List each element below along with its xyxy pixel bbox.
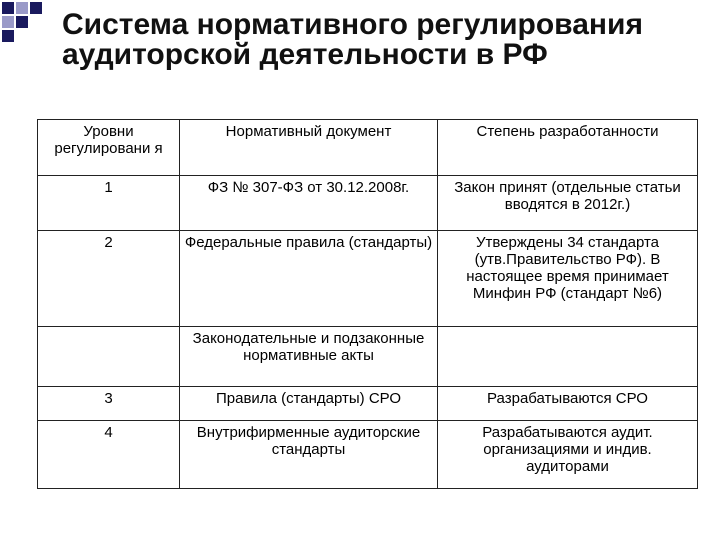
square-icon xyxy=(16,2,28,14)
header-status: Степень разработанности xyxy=(438,120,698,176)
cell-document: Внутрифирменные аудиторские стандарты xyxy=(180,420,438,488)
cell-status: Разрабатываются СРО xyxy=(438,386,698,420)
cell-level: 2 xyxy=(38,231,180,326)
cell-document: Законодательные и подзаконные нормативные акты xyxy=(180,326,438,386)
header-levels: Уровни регулировани я xyxy=(38,120,180,176)
table-row xyxy=(38,231,698,326)
square-icon xyxy=(2,30,14,42)
cell-level: 3 xyxy=(38,386,180,420)
square-icon xyxy=(2,2,14,14)
table-row xyxy=(38,176,698,231)
cell-status: Разрабатываются аудит. организациями и индив. аудиторами xyxy=(438,420,698,488)
table-row xyxy=(38,326,698,386)
square-icon xyxy=(30,2,42,14)
square-icon xyxy=(16,16,28,28)
table-row xyxy=(38,386,698,420)
cell-document: Федеральные правила (стандарты) xyxy=(180,231,438,326)
cell-level: 4 xyxy=(38,420,180,488)
decorative-squares xyxy=(0,0,60,60)
cell-status xyxy=(438,326,698,386)
header-document: Нормативный документ xyxy=(180,120,438,176)
cell-document: Правила (стандарты) СРО xyxy=(180,386,438,420)
cell-status: Утверждены 34 стандарта (утв.Правительство РФ). В настоящее время принимает Минфин РФ (стандарт №6) xyxy=(438,231,698,326)
cell-status: Закон принят (отдельные статьи вводятся в 2012г.) xyxy=(438,176,698,231)
square-icon xyxy=(2,16,14,28)
cell-level: 1 xyxy=(38,176,180,231)
slide-title: Система нормативного регулирования аудиторской деятельности в РФ xyxy=(62,8,643,71)
cell-document: ФЗ № 307-ФЗ от 30.12.2008г. xyxy=(180,176,438,231)
table-header-row xyxy=(38,120,698,176)
table-row xyxy=(38,420,698,488)
regulation-table xyxy=(37,119,698,489)
cell-level xyxy=(38,326,180,386)
